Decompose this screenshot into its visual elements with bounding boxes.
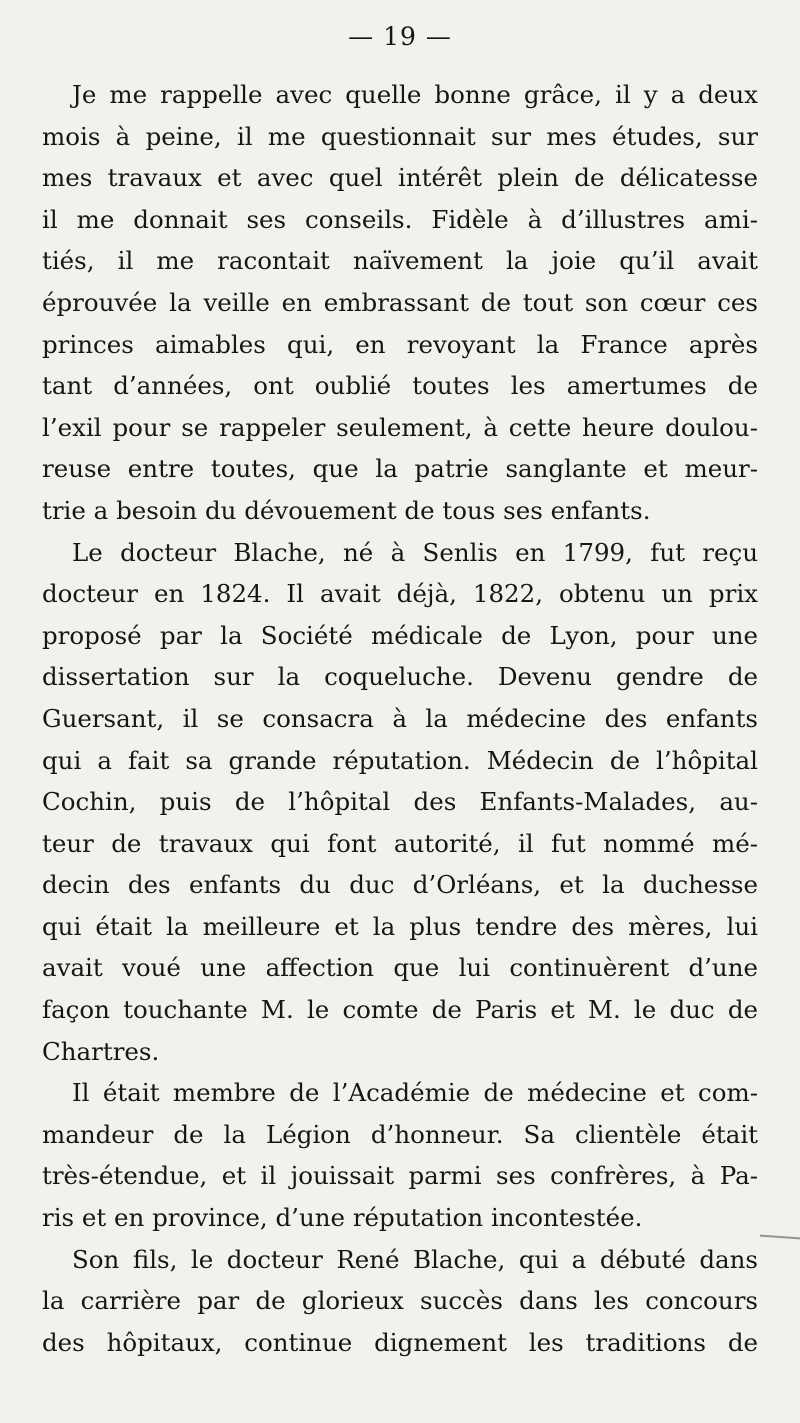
text-line: docteur en 1824. Il avait déjà, 1822, obtenu un prix <box>42 579 758 609</box>
body-text <box>42 74 758 1363</box>
text-line: tiés, il me racontait naïvement la joie qu’il avait <box>42 246 758 276</box>
text-line: il me donnait ses conseils. Fidèle à d’illustres ami- <box>42 204 758 234</box>
text-line: des hôpitaux, continue dignement les traditions de <box>42 1327 758 1357</box>
text-line: Le docteur Blache, né à Senlis en 1799, fut reçu <box>72 537 758 567</box>
text-line: trie a besoin du dévouement de tous ses enfants. <box>42 495 651 525</box>
text-line: Cochin, puis de l’hôpital des Enfants-Malades, au- <box>42 787 758 817</box>
text-line: ris et en province, d’une réputation incontestée. <box>42 1203 643 1233</box>
text-line: princes aimables qui, en revoyant la France après <box>42 329 758 359</box>
text-line: mandeur de la Légion d’honneur. Sa clientèle était <box>42 1119 758 1149</box>
text-line: mois à peine, il me questionnait sur mes études, sur <box>42 121 758 151</box>
text-line: mes travaux et avec quel intérêt plein de délicatesse <box>42 163 758 193</box>
text-line: decin des enfants du duc d’Orléans, et la duchesse <box>42 870 758 900</box>
text-line: Guersant, il se consacra à la médecine des enfants <box>42 703 758 733</box>
text-line: teur de travaux qui font autorité, il fut nommé mé- <box>42 828 758 858</box>
text-line: avait voué une affection que lui continuèrent d’une <box>42 953 758 983</box>
text-line: éprouvée la veille en embrassant de tout son cœur ces <box>42 287 758 317</box>
text-line: Je me rappelle avec quelle bonne grâce, il y a deux <box>72 80 758 109</box>
text-line: très-étendue, et il jouissait parmi ses confrères, à Pa- <box>42 1161 758 1191</box>
text-line: dissertation sur la coqueluche. Devenu gendre de <box>42 662 758 692</box>
page-edge-mark <box>760 1235 800 1240</box>
text-line: la carrière par de glorieux succès dans les concours <box>42 1286 758 1316</box>
text-line: Son fils, le docteur René Blache, qui a débuté dans <box>72 1244 758 1274</box>
text-line: qui était la meilleure et la plus tendre des mères, lui <box>42 911 758 941</box>
text-line: qui a fait sa grande réputation. Médecin de l’hôpital <box>42 745 758 775</box>
text-line: façon touchante M. le comte de Paris et M. le duc de <box>42 995 758 1025</box>
text-line: Chartres. <box>42 1036 160 1066</box>
text-line: l’exil pour se rappeler seulement, à cette heure doulou- <box>42 412 758 442</box>
text-line: proposé par la Société médicale de Lyon, pour une <box>42 620 758 650</box>
page-number: — 19 — <box>348 22 452 51</box>
text-line: reuse entre toutes, que la patrie sanglante et meur- <box>42 454 758 484</box>
text-line: tant d’années, ont oublié toutes les amertumes de <box>42 371 758 401</box>
text-line: Il était membre de l’Académie de médecine et com- <box>72 1078 758 1108</box>
